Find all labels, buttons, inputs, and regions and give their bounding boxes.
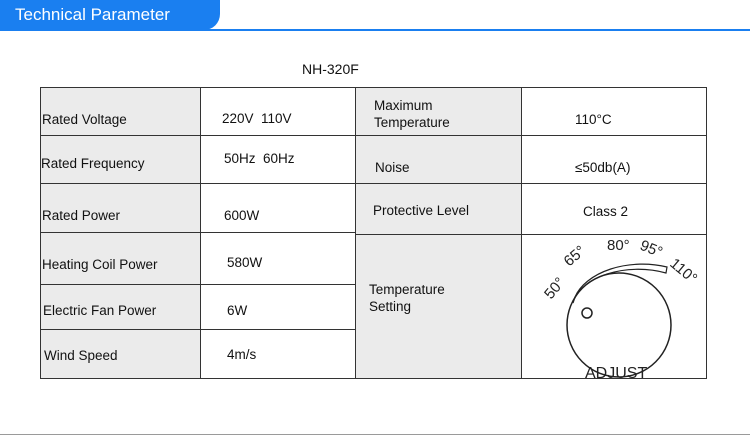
dial-mark-50: 50° <box>541 274 569 303</box>
max-temperature-label-line2: Temperature <box>374 115 450 130</box>
noise-label: Noise <box>375 160 410 175</box>
wind-speed-label: Wind Speed <box>44 348 118 363</box>
header-divider <box>0 29 750 31</box>
dial-knob <box>567 273 671 377</box>
noise-value: ≤50db(A) <box>575 160 631 175</box>
dial-mark-65: 65° <box>560 242 589 271</box>
adjust-label: ADJUST <box>585 365 648 379</box>
temperature-setting-label-line2: Setting <box>369 299 412 314</box>
table-hline <box>40 183 356 184</box>
temperature-setting-label-line1: Temperature <box>369 282 445 297</box>
right-label-column <box>356 88 521 378</box>
max-temperature-label-line1: Maximum <box>374 98 433 113</box>
temperature-dial <box>521 233 707 379</box>
electric-fan-power-label: Electric Fan Power <box>43 303 157 318</box>
table-hline <box>355 135 707 136</box>
heating-coil-power-label: Heating Coil Power <box>42 257 158 272</box>
wind-speed-value: 4m/s <box>227 347 257 362</box>
dial-mark-110: 110° <box>666 255 701 288</box>
rated-power-value: 600W <box>224 208 260 223</box>
heating-coil-power-value: 580W <box>227 255 263 270</box>
left-label-column <box>41 88 200 378</box>
section-title: Technical Parameter <box>15 5 170 24</box>
footer-divider <box>0 434 750 435</box>
table-hline <box>40 329 356 330</box>
table-hline <box>40 284 356 285</box>
table-vline <box>200 87 201 379</box>
rated-frequency-value: 50Hz 60Hz <box>224 151 295 166</box>
model-name: NH-320F <box>302 61 359 77</box>
dial-range-wedge <box>573 264 667 303</box>
table-hline <box>355 183 707 184</box>
table-hline <box>40 232 356 233</box>
protective-level-value: Class 2 <box>583 204 629 219</box>
electric-fan-power-value: 6W <box>227 303 248 318</box>
protective-level-label: Protective Level <box>373 203 470 218</box>
rated-voltage-label: Rated Voltage <box>42 112 127 127</box>
max-temperature-value: 110°C <box>575 112 612 127</box>
rated-voltage-value: 220V 110V <box>222 111 292 126</box>
dial-pointer <box>582 308 592 318</box>
dial-mark-80: 80° <box>607 237 630 254</box>
table-hline <box>40 135 356 136</box>
table-vline <box>355 87 356 379</box>
dial-mark-95: 95° <box>637 236 665 262</box>
rated-frequency-label: Rated Frequency <box>41 156 145 171</box>
rated-power-label: Rated Power <box>42 208 121 223</box>
